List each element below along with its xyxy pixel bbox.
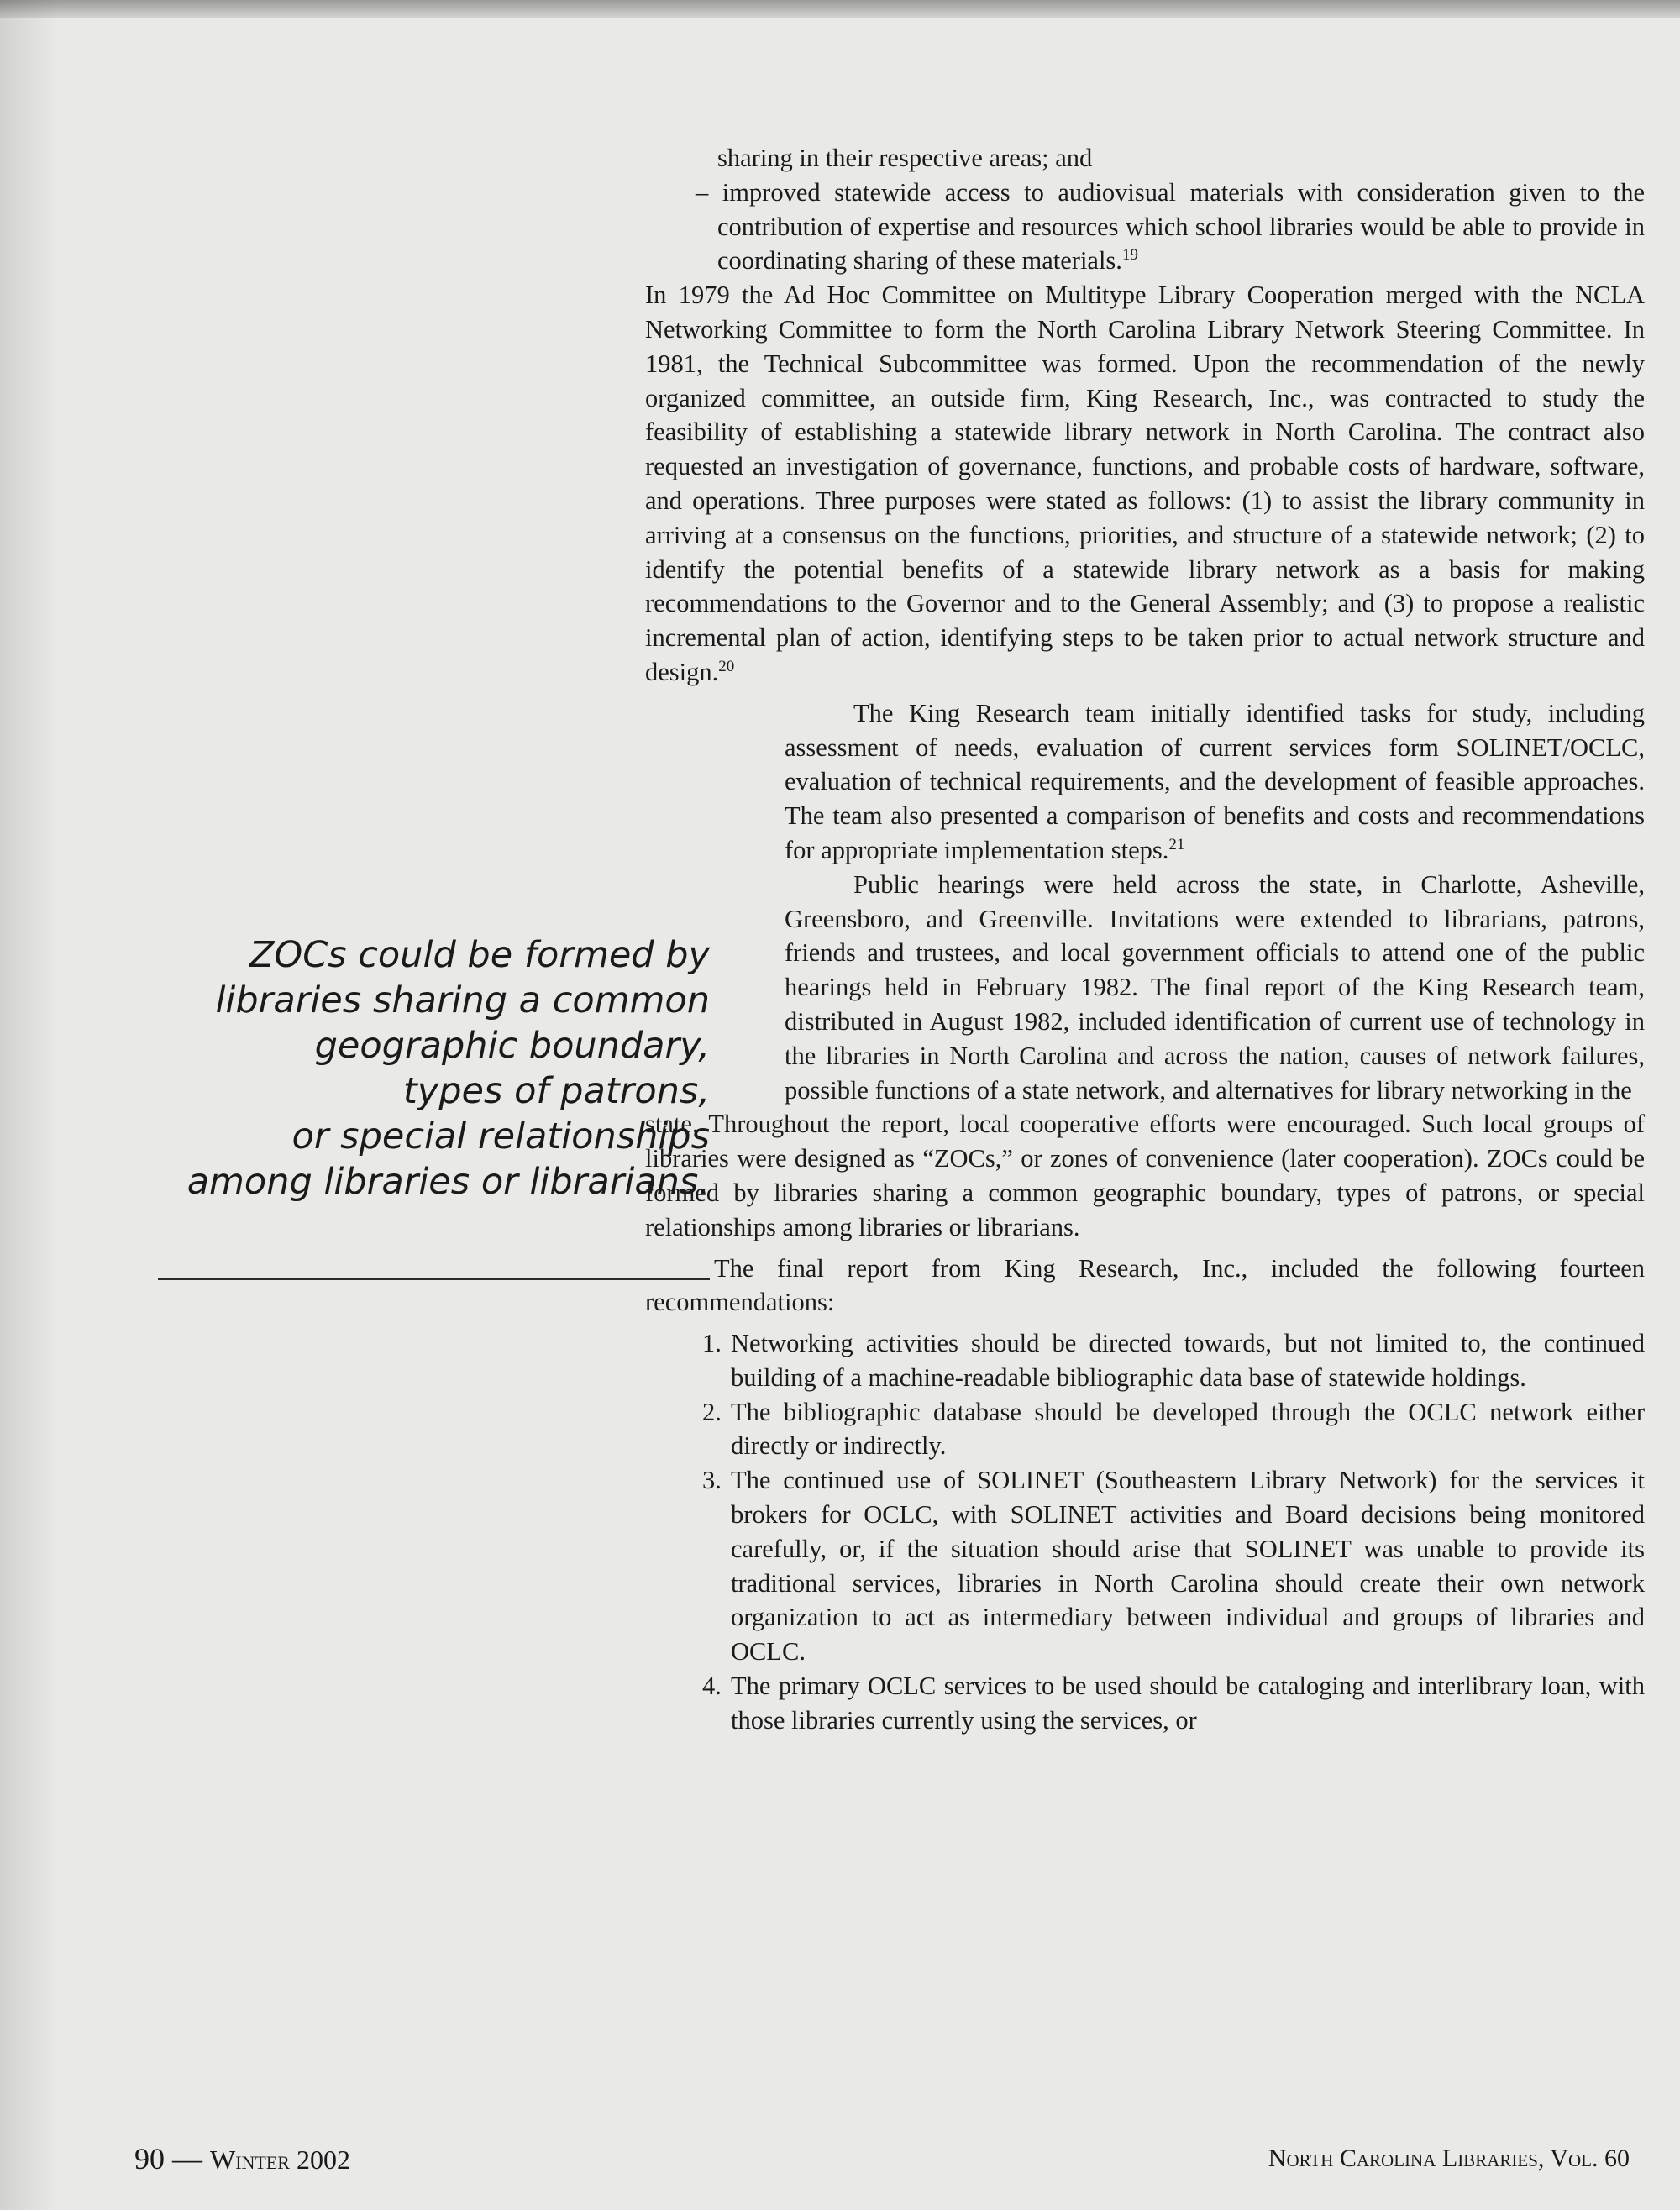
- page-gutter-shadow: [0, 0, 59, 2210]
- list-item: [645, 1395, 1645, 1464]
- pull-quote: [126, 932, 710, 1205]
- list-item: [645, 1463, 1645, 1669]
- article-body: [645, 141, 1645, 1738]
- paragraph: [645, 1107, 1645, 1244]
- list-item: [645, 1669, 1645, 1738]
- folio-dash: —: [165, 2142, 210, 2176]
- folio: [134, 2141, 350, 2176]
- list-text: Networking activities should be directed towards, but not limited to, the continued building of a machine-readable bibliographic data base of statewide holdings.: [731, 1329, 1645, 1392]
- footnote-ref: 21: [1168, 835, 1185, 853]
- list-number: 3.: [702, 1466, 722, 1495]
- page-number: 90: [134, 2142, 165, 2176]
- footnote-ref: 20: [718, 657, 735, 675]
- body-text: – improved statewide access to audiovisual materials with consideration given to the contribution of expertise and resources which school libraries would be able to provide in coordinating sharing of these materials.: [696, 177, 1645, 276]
- pull-quote-line: geographic boundary,: [314, 1025, 710, 1067]
- pull-quote-line: types of patrons,: [402, 1070, 710, 1112]
- pull-quote-line: ZOCs could be formed by: [249, 934, 710, 976]
- body-text: Public hearings were held across the state, in Charlotte, Asheville, Greensboro, and Greenville. Invitations were extended to librarians, patrons, friends and trustees, and local government officials to attend one of the public hearings held in February 1982. The final report of the King Research team, distributed in August 1982, included identification of current use of technology in the libraries in North Carolina and across the nation, causes of network failures, possible functions of a state network, and alternatives for library networking in the: [785, 869, 1645, 1105]
- recommendations-list: [645, 1326, 1645, 1738]
- list-text: The primary OCLC services to be used should be cataloging and interlibrary loan, with those libraries currently using the services, or: [731, 1672, 1645, 1735]
- paragraph: [785, 696, 1645, 868]
- paragraph: [645, 278, 1645, 690]
- scan-edge: [0, 0, 1680, 18]
- body-text: The King Research team initially identified tasks for study, including assessment of needs, evaluation of current services form SOLINET/OCLC, evaluation of technical requirements, and the development of feasible approaches. The team also presented a comparison of benefits and costs and recommendations for appropriate implementation steps.: [785, 698, 1645, 864]
- list-number: 4.: [702, 1672, 722, 1701]
- body-text: In 1979 the Ad Hoc Committee on Multitype Library Cooperation merged with the NCLA Networking Committee to form the North Carolina Library Network Steering Committee. In 1981, the Technical Subcommittee was formed. Upon the recommendation of the newly organized committee, an outside firm, King Research, Inc., was contracted to study the feasibility of establishing a statewide library network in North Carolina. The contract also requested an investigation of governance, functions, and probable costs of hardware, software, and operations. Three purposes were stated as follows: (1) to assist the library community in arriving at a consensus on the functions, priorities, and structure of a statewide network; (2) to identify the potential benefits of a statewide library network as a basis for making recommendations to the Governor and to the General Assembly; and (3) to propose a realistic incremental plan of action, identifying steps to be taken prior to actual network structure and design.: [645, 281, 1645, 686]
- running-footer: North Carolina Libraries, Vol. 60: [1268, 2144, 1630, 2172]
- body-text: The final report from King Research, Inc., included the following fourteen recommendations:: [645, 1253, 1645, 1317]
- pull-quote-line: among libraries or librarians.: [186, 1161, 710, 1203]
- body-text: sharing in their respective areas; and: [717, 144, 1093, 172]
- bullet-item: [645, 176, 1645, 278]
- list-continuation: [645, 141, 1645, 176]
- list-item: [645, 1326, 1645, 1395]
- list-number: 2.: [702, 1397, 722, 1426]
- paragraph: [785, 868, 1645, 1108]
- list-number: 1.: [702, 1329, 722, 1358]
- list-text: The bibliographic database should be developed through the OCLC network either directly or indirectly.: [731, 1397, 1645, 1461]
- paragraph-group-indented: [645, 696, 1645, 1108]
- paragraph: [645, 1252, 1645, 1320]
- pull-quote-rule: [158, 1278, 710, 1280]
- list-text: The continued use of SOLINET (Southeastern Library Network) for the services it brokers for OCLC, with SOLINET activities and Board decisions being monitored carefully, or, if the situation should arise that SOLINET was unable to provide its traditional services, libraries in North Carolina should create their own network organization to act as intermediary between individual and groups of libraries and OCLC.: [731, 1466, 1645, 1667]
- footnote-ref: 19: [1121, 246, 1138, 265]
- issue-season: Winter 2002: [210, 2144, 350, 2175]
- body-text: state. Throughout the report, local cooperative efforts were encouraged. Such local groups of libraries were designed as “ZOCs,” or zones of convenience (later cooperation). ZOCs could be formed by libraries sharing a common geographic boundary, types of patrons, or special relationships among libraries or librarians.: [645, 1110, 1645, 1241]
- pull-quote-line: or special relationships: [291, 1115, 710, 1157]
- pull-quote-line: libraries sharing a common: [215, 979, 710, 1021]
